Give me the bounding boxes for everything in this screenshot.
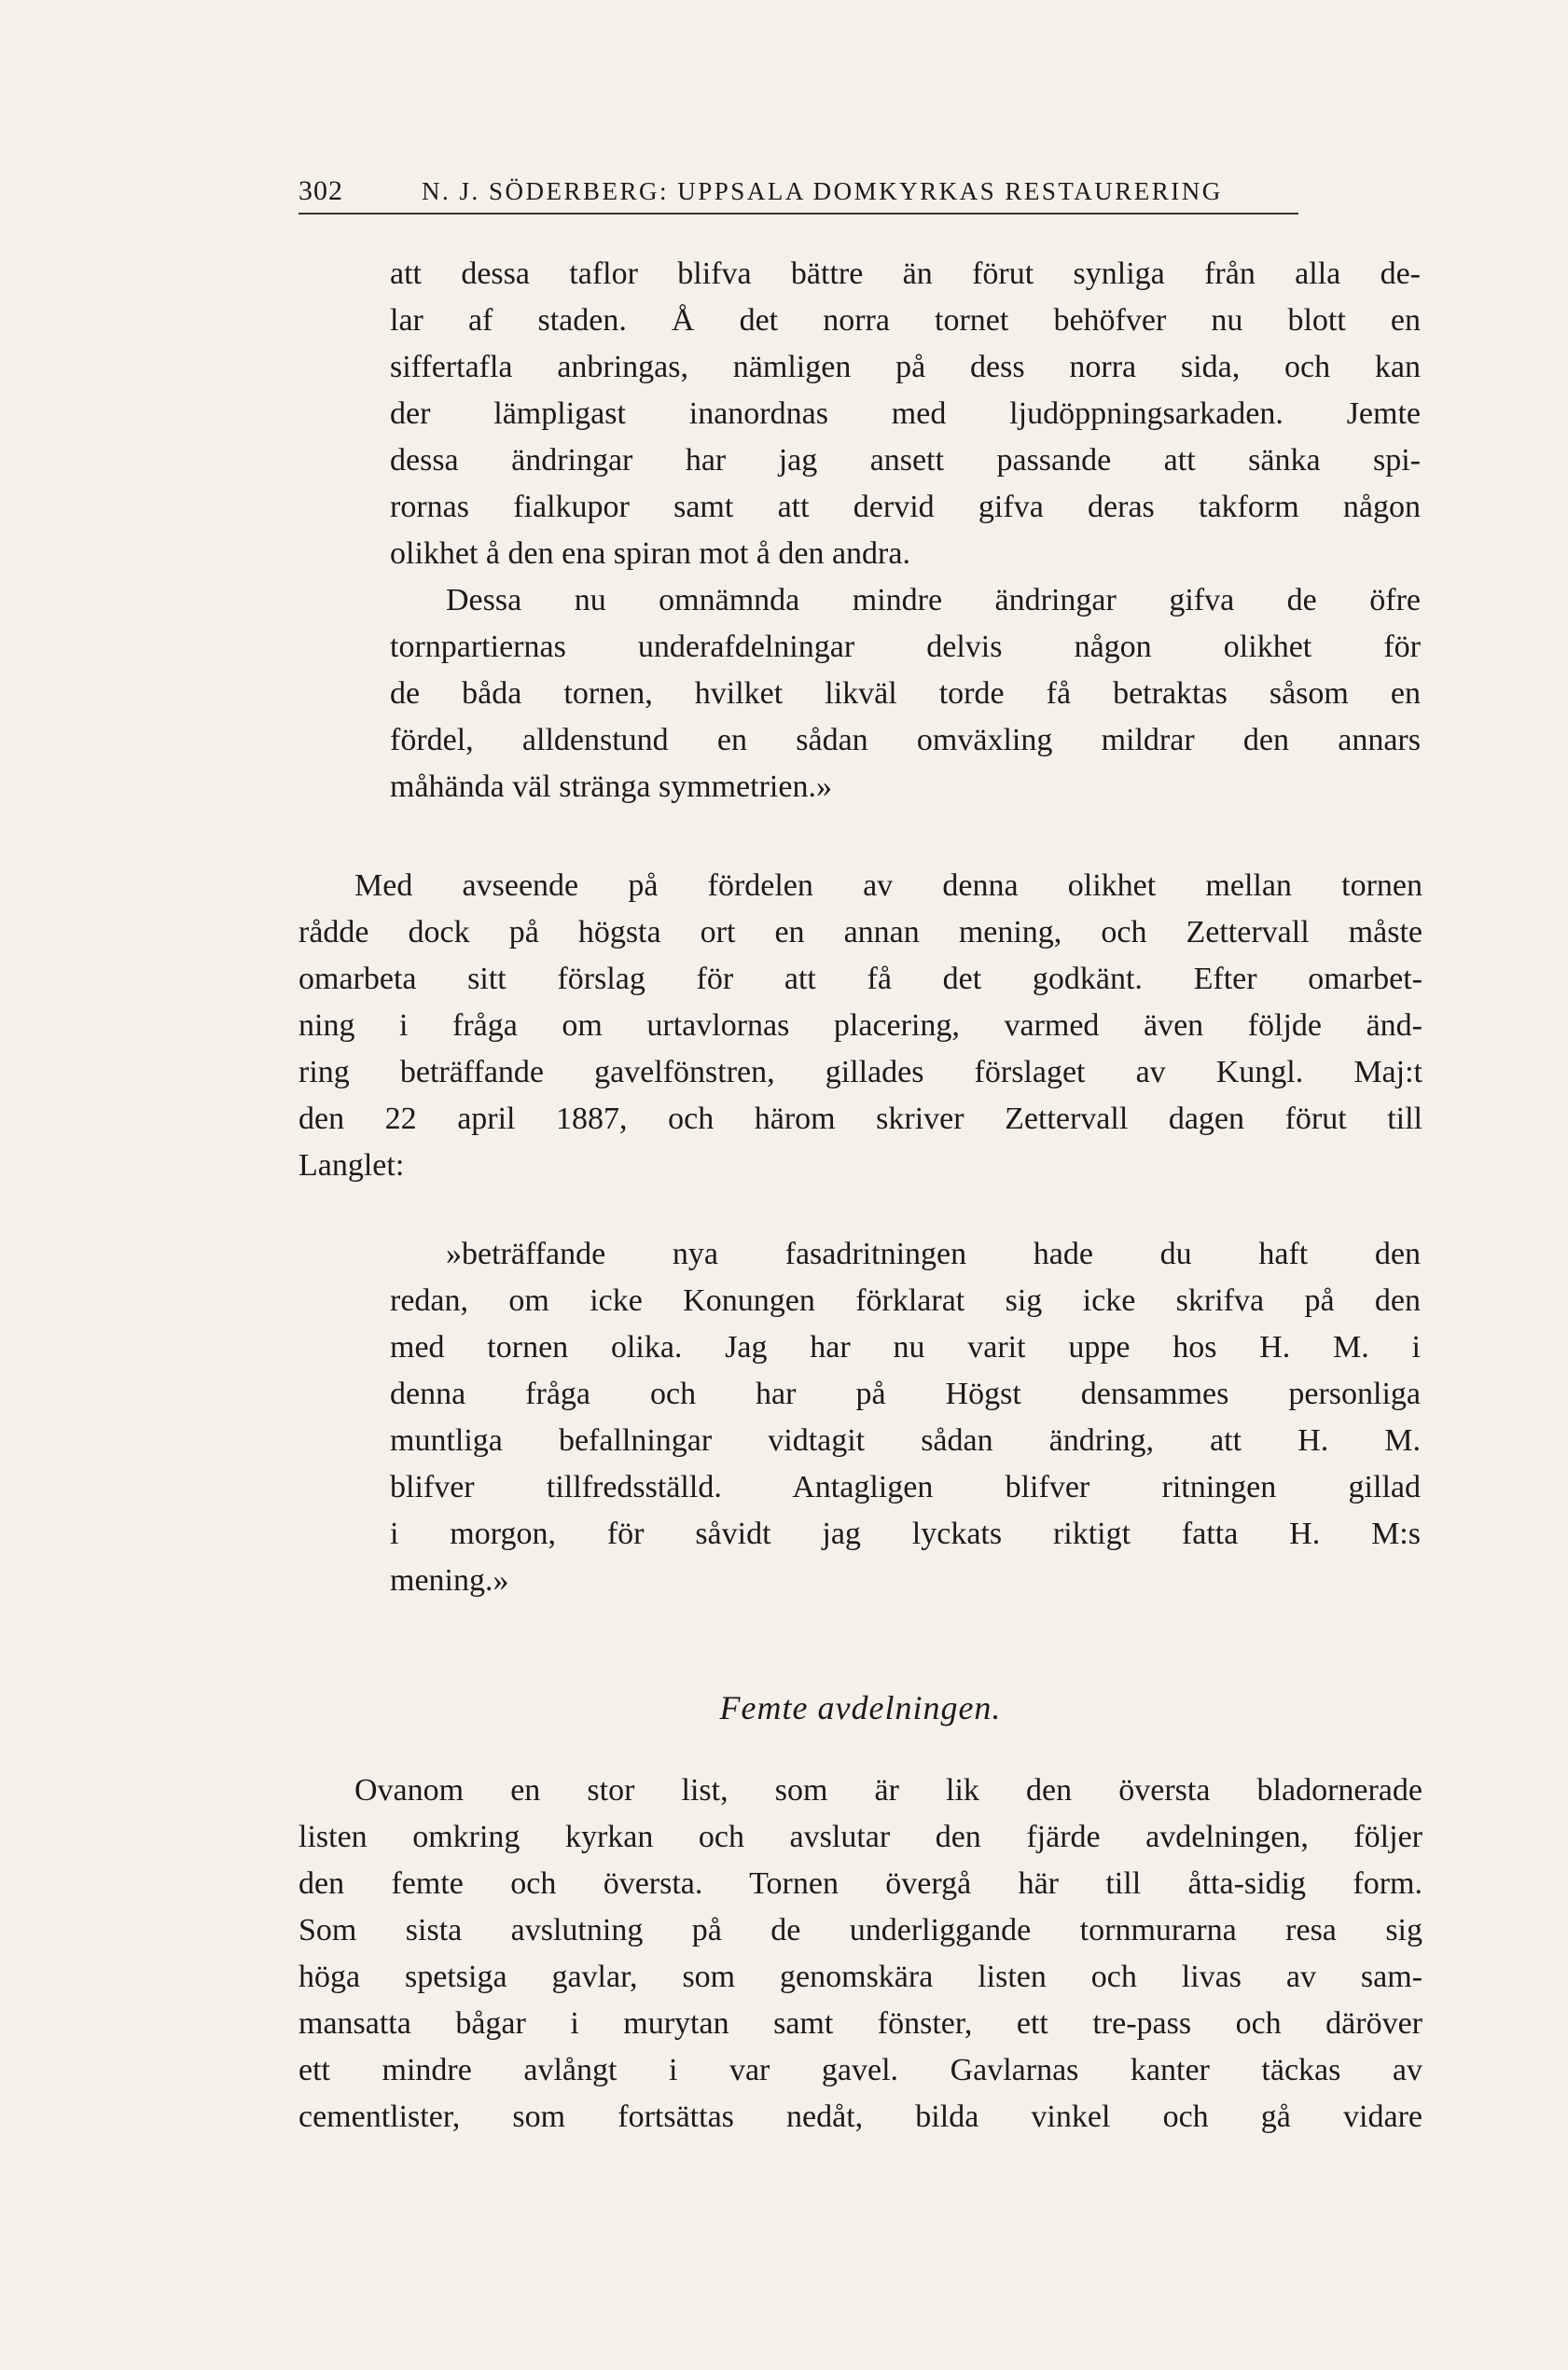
quote1-line: Dessa nu omnämnda mindre ändringar gifva de öfre — [446, 583, 1421, 617]
para2-line: höga spetsiga gavlar, som genomskära listen och livas av sam- — [298, 1960, 1422, 1994]
quote2-line: muntliga befallningar vidtagit sådan ändring, att H. M. — [390, 1423, 1421, 1458]
quote2-line: blifver tillfredsställd. Antagligen blifver ritningen gillad — [390, 1470, 1421, 1504]
running-title: N. J. SÖDERBERG: UPPSALA DOMKYRKAS RESTAURERING — [422, 177, 1223, 205]
para2-line: Som sista avslutning på de underliggande tornmurarna resa sig — [298, 1913, 1422, 1947]
para2-line: ett mindre avlångt i var gavel. Gavlarnas kanter täckas av — [298, 2053, 1422, 2087]
paragraph-1 — [298, 863, 1422, 1189]
quote2-line: denna fråga och har på Högst densammes personliga — [390, 1377, 1421, 1411]
quote1-line: fördel, alldenstund en sådan omväxling mildrar den annars — [390, 723, 1421, 757]
para1-line: ning i fråga om urtavlornas placering, varmed även följde änd- — [298, 1008, 1422, 1043]
quote2-line: i morgon, för såvidt jag lyckats riktigt fatta H. M:s — [390, 1517, 1421, 1551]
quote1-line: tornpartiernas underafdelningar delvis någon olikhet för — [390, 630, 1421, 664]
para2-line: den femte och översta. Tornen övergå här till åtta-sidig form. — [298, 1866, 1422, 1901]
page-header — [298, 175, 1298, 215]
para1-line: Langlet: — [298, 1148, 405, 1183]
page-number: 302 — [298, 175, 343, 206]
block-quote-1 — [390, 251, 1421, 811]
quote1-line: de båda tornen, hvilket likväl torde få betraktas såsom en — [390, 676, 1421, 711]
para1-line: Med avseende på fördelen av denna olikhet mellan tornen — [354, 868, 1422, 903]
para1-line: ring beträffande gavelfönstren, gillades förslaget av Kungl. Maj:t — [298, 1055, 1422, 1089]
quote2-line: med tornen olika. Jag har nu varit uppe hos H. M. i — [390, 1330, 1421, 1365]
section-heading: Femte avdelningen. — [719, 1689, 1002, 1726]
para2-line: listen omkring kyrkan och avslutar den fjärde avdelningen, följer — [298, 1820, 1422, 1854]
quote2-line: »beträffande nya fasadritningen hade du haft den — [446, 1237, 1421, 1271]
quote1-line: måhända väl stränga symmetrien.» — [390, 769, 832, 804]
quote1-line: siffertafla anbringas, nämligen på dess norra sida, och kan — [390, 350, 1421, 384]
para1-line: den 22 april 1887, och härom skriver Zettervall dagen förut till — [298, 1102, 1422, 1136]
quote1-line: rornas fialkupor samt att dervid gifva deras takform någon — [390, 490, 1421, 524]
quote1-line: lar af staden. Å det norra tornet behöfver nu blott en — [390, 303, 1421, 338]
quote1-line: dessa ändringar har jag ansett passande att sänka spi- — [390, 443, 1421, 478]
quote1-line: der lämpligast inanordnas med ljudöppningsarkaden. Jemte — [390, 396, 1421, 431]
para2-line: Ovanom en stor list, som är lik den översta bladornerade — [354, 1773, 1422, 1808]
para2-line: cementlister, som fortsättas nedåt, bilda vinkel och gå vidare — [298, 2100, 1422, 2134]
para2-line: mansatta bågar i murytan samt fönster, ett tre-pass och däröver — [298, 2006, 1422, 2041]
quote2-line: redan, om icke Konungen förklarat sig icke skrifva på den — [390, 1283, 1421, 1318]
quote2-line: mening.» — [390, 1563, 509, 1598]
quote1-line: olikhet å den ena spiran mot å den andra. — [390, 536, 910, 571]
block-quote-2 — [390, 1231, 1421, 1604]
quote1-line: att dessa taflor blifva bättre än förut synliga från alla de- — [390, 256, 1421, 291]
para1-line: rådde dock på högsta ort en annan mening, och Zettervall måste — [298, 915, 1422, 949]
paragraph-2 — [298, 1767, 1422, 2141]
para1-line: omarbeta sitt förslag för att få det godkänt. Efter omarbet- — [298, 962, 1422, 996]
